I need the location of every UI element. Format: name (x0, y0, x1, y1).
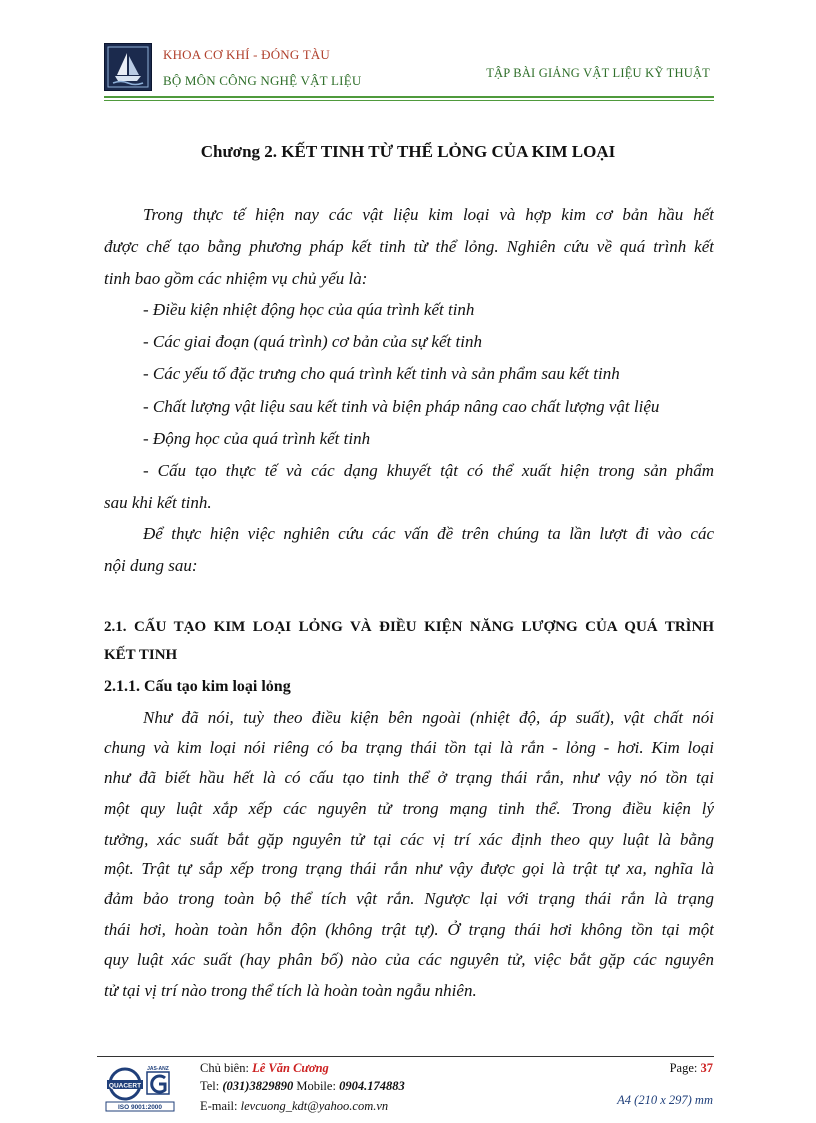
bullet-item: - Cấu tạo thực tế và các dạng khuyết tật có thể xuất hiện trong sản phẩm (143, 461, 714, 480)
paragraph-line: như đã biết hầu hết là có cấu tạo tinh thể ở trạng thái rắn, như vậy nó tồn tại (104, 768, 714, 787)
mobile-label: Mobile: (293, 1079, 340, 1093)
email-label: E-mail: (200, 1099, 241, 1113)
paragraph-line: thái hơi, hoàn toàn hỗn độn (không trật tự). Ở trạng thái hơi không tồn tại một (104, 920, 714, 939)
paragraph-line: đảm bảo trong toàn bộ thể tích vật rắn. Ngược lại với trạng thái rắn là trạng (104, 889, 714, 908)
section-title: 2.1. CẤU TẠO KIM LOẠI LỎNG VÀ ĐIỀU KIỆN NĂNG LƯỢNG CỦA QUÁ TRÌNH (104, 619, 714, 635)
editor-label: Chủ biên: (200, 1061, 253, 1075)
intro-line: được chế tạo bằng phương pháp kết tinh từ thể lỏng. Nghiên cứu về quá trình kết (104, 237, 714, 256)
editor-name: Lê Văn Cương (252, 1061, 329, 1075)
tel-label: Tel: (200, 1079, 223, 1093)
bullet-item-continued: sau khi kết tinh. (104, 493, 212, 512)
mobile-number: 0904.174883 (339, 1079, 405, 1093)
tel-number: (031)3829890 (222, 1079, 294, 1093)
department-name: KHOA CƠ KHÍ - ĐÓNG TÀU (163, 47, 331, 62)
quacert-logo-icon (105, 1064, 177, 1112)
closing-line: nội dung sau: (104, 556, 198, 575)
bullet-item: - Các giai đoạn (quá trình) cơ bản của sự kết tinh (143, 332, 482, 351)
closing-line: Để thực hiện việc nghiên cứu các vấn đề trên chúng ta lần lượt đi vào các (143, 524, 714, 543)
intro-line: Trong thực tế hiện nay các vật liệu kim loại và hợp kim cơ bản hầu hết (143, 205, 714, 224)
paper-size: A4 (210 x 297) mm (617, 1093, 713, 1107)
page-number: 37 (700, 1061, 713, 1075)
division-name: BỘ MÔN CÔNG NGHỆ VẬT LIỆU (163, 73, 362, 88)
series-title: TẬP BÀI GIẢNG VẬT LIỆU KỸ THUẬT (486, 66, 710, 80)
svg-text:ISO 9001:2000: ISO 9001:2000 (117, 1104, 163, 1111)
svg-text:JAS-ANZ: JAS-ANZ (147, 1066, 169, 1072)
chapter-title: Chương 2. KẾT TINH TỪ THỂ LỎNG CỦA KIM LOẠI (200, 142, 616, 161)
paragraph-line: Như đã nói, tuỳ theo điều kiện bên ngoài (nhiệt độ, áp suất), vật chất nói (143, 708, 714, 727)
paragraph-line: quy luật xác suất (hay phân bố) nào của các nguyên tử, việc bắt gặp các nguyên (104, 950, 714, 969)
ship-logo-icon (104, 43, 152, 91)
page-label: Page: (669, 1061, 701, 1075)
page-indicator (670, 1061, 713, 1076)
paragraph-line: tử tại vị trí nào trong thể tích là hoàn toàn ngẫu nhiên. (104, 981, 477, 1000)
email-address: levcuong_kdt@yahoo.com.vn (240, 1099, 389, 1113)
paragraph-line: một quy luật xắp xếp các nguyên tử trong mạng tinh thể. Trong điều kiện lý (104, 799, 714, 818)
paragraph-line: tưởng, xác suất bắt gặp nguyên tử tại các vị trí xác định theo quy luật là bằng (104, 830, 714, 849)
paragraph-line: một. Trật tự sắp xếp trong trạng thái rắn như vậy được gọi là trật tự xa, nghĩa là (104, 859, 714, 878)
footer-divider (97, 1056, 714, 1057)
subsection-title: 2.1.1. Cấu tạo kim loại lỏng (104, 678, 291, 695)
header-divider-thin (104, 100, 714, 101)
bullet-item: - Các yếu tố đặc trưng cho quá trình kết tinh và sản phẩm sau kết tinh (143, 364, 620, 383)
section-title-continued: KẾT TINH (104, 647, 178, 663)
footer-email (200, 1099, 388, 1114)
bullet-item: - Động học của quá trình kết tinh (143, 429, 371, 448)
footer-editor (200, 1061, 329, 1076)
svg-text:QUACERT: QUACERT (108, 1082, 142, 1090)
header-divider (104, 96, 714, 98)
paragraph-line: chung và kim loại nói riêng có ba trạng thái tồn tại là rắn - lỏng - hơi. Kim loại (104, 738, 714, 757)
intro-line: tinh bao gồm các nhiệm vụ chủ yếu là: (104, 269, 368, 288)
bullet-item: - Chất lượng vật liệu sau kết tinh và biện pháp nâng cao chất lượng vật liệu (143, 397, 660, 416)
footer-phone (200, 1079, 405, 1094)
bullet-item: - Điều kiện nhiệt động học của qúa trình kết tinh (143, 300, 475, 319)
